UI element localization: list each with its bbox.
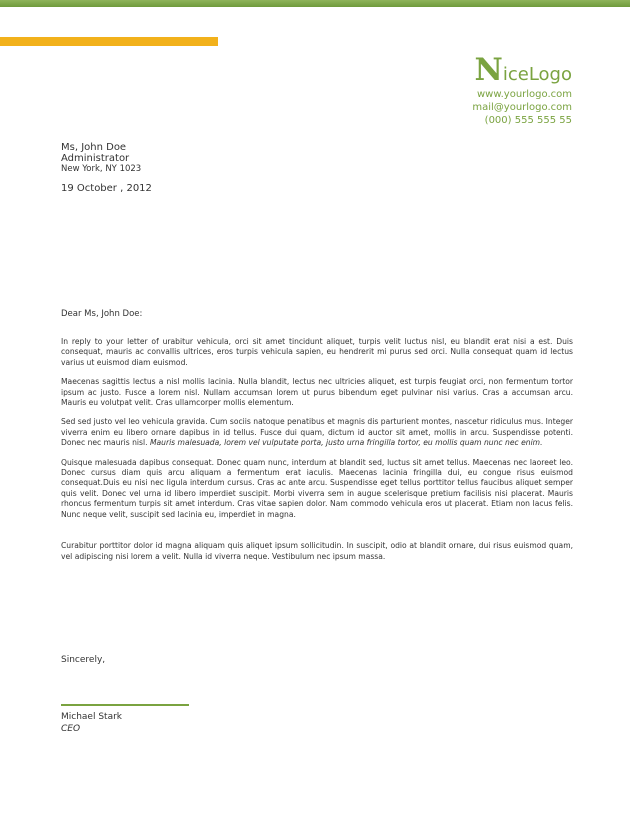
salutation: Dear Ms, John Doe: <box>61 309 143 319</box>
company-contact <box>472 88 572 127</box>
company-logo <box>475 52 572 88</box>
paragraph-2: Maecenas sagittis lectus a nisl mollis lacinia. Nulla blandit, lectus nec ultricies aliquet, est turpis feugiat orci, non fermentum tortor ipsum ac justo. Fusce a lorem nisl. Nullam accumsan lorem ut purus bibendum eget pulvinar nisi varius. Cras a accumsan arcu. Mauris eu volutpat velit. Cras ullamcorper mollis elementum. <box>61 377 573 408</box>
paragraph-5: Curabitur porttitor dolor id magna aliquam quis aliquet ipsum sollicitudin. In suscipit, odio at blandit ornare, dui risus euismod quam, vel adipiscing nisi lorem a velit. Nulla id viverra neque. Vestibulum nec ipsum massa. <box>61 541 573 561</box>
paragraph-4: Quisque malesuada dapibus consequat. Donec quam nunc, interdum at blandit sed, luctus sit amet tellus. Maecenas nec laoreet leo. Donec cursus diam quis arcu aliquam a fermentum erat iaculis. Maecenas lacinia fringilla dui, eu congue risus euismod consequat.Duis eu nisi nec ligula interdum cursus. Cras ac ante arcu. Suspendisse eget tellus porttitor tellus faucibus aliquet semper quis velit. Donec vel urna id libero imperdiet suscipit. Morbi viverra sem in augue scelerisque pretium facilisis nisi placerat. Mauris rhoncus fermentum turpis sit amet interdum. Cras vitae sapien dolor. Nam commodo vehicula eros ut placerat. Etiam non lacus felis. Nunc neque velit, suscipit sed lacinia eu, imperdiet in magna. <box>61 457 573 519</box>
letter-date: 19 October , 2012 <box>61 183 152 194</box>
accent-bar <box>0 37 218 46</box>
letter-body <box>61 337 573 571</box>
recipient-name: Ms, John Doe <box>61 142 127 153</box>
paragraph-3-italic: Mauris malesuada, lorem vel vulputate porta, justo urna fringilla tortor, eu mollis quam nunc nec enim. <box>149 438 543 448</box>
paragraph-3-text: Sed sed justo vel leo vehicula gravida. Cum sociis natoque penatibus et magnis dis parturient montes, nascetur ridiculus mus. Integer viverra enim eu libero ornare dapibus in id tellus. Fusce dui quam, dictum id auctor sit amet, mollis in arcu. Suspendisse potenti. Donec nec mauris nisl. <box>61 417 573 448</box>
recipient-address: New York, NY 1023 <box>61 164 142 174</box>
signer-name: Michael Stark <box>61 712 123 722</box>
website-text: www.yourlogo.com <box>476 89 572 100</box>
signature-line <box>61 704 189 706</box>
phone-text: (000) 555 555 55 <box>484 115 572 126</box>
closing: Sincerely, <box>61 655 106 665</box>
recipient-block <box>61 142 141 175</box>
paragraph-3 <box>61 417 573 448</box>
email-text: mail@yourlogo.com <box>472 102 572 113</box>
logo-initial: N <box>474 52 503 88</box>
recipient-title: Administrator <box>61 153 130 164</box>
logo-text: iceLogo <box>502 64 572 85</box>
top-color-band <box>0 0 630 7</box>
signer-title: CEO <box>61 724 81 734</box>
paragraph-1: In reply to your letter of urabitur vehicula, orci sit amet tincidunt aliquet, turpis velit luctus nisl, eu blandit erat nisi a est. Duis consequat, mauris ac convallis ultrices, eros turpis vehicula sapien, eu hendrerit mi purus sed orci. Nulla consequat quam id lectus varius ut euismod diam euismod. <box>61 337 573 367</box>
signer-block <box>61 711 122 735</box>
